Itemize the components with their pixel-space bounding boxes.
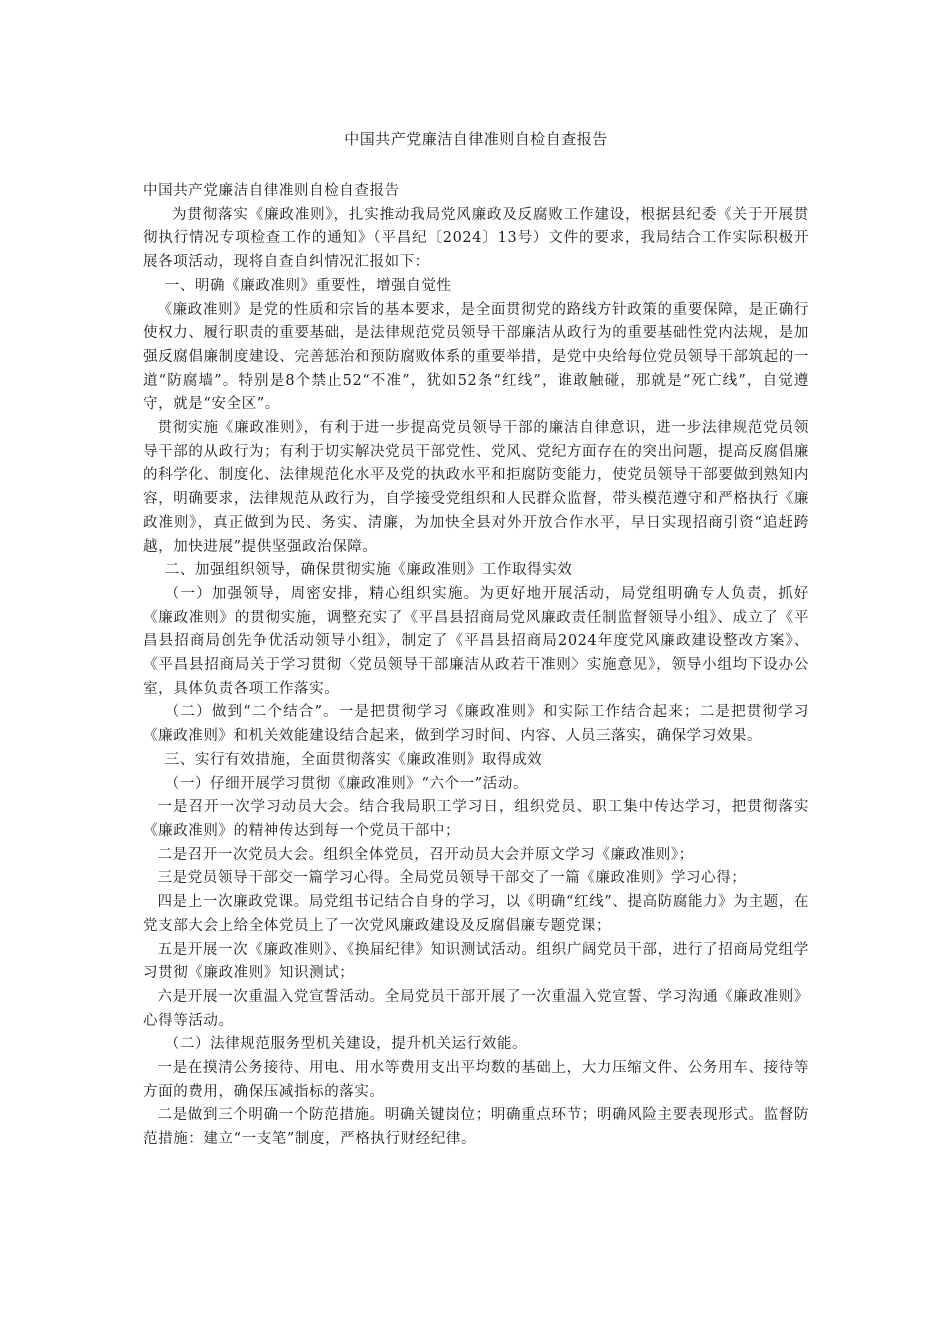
section-heading-2: 二、加强组织领导，确保贯彻实施《廉政准则》工作取得实效: [164, 562, 573, 579]
document-title: 中国共产党廉洁自律准则自检自查报告: [344, 130, 608, 148]
paragraph: （二）做到“二个结合”。一是把贯彻学习《廉政准则》和实际工作结合起来；二是把贯彻学习《廉政准则》和机关效能建设结合起来，做到学习时间、内容、人员三落实，确保学习效果。: [143, 704, 809, 745]
list-item: 一是在摸清公务接待、用电、用水等费用支出平均数的基础上，大力压缩文件、公务用车、接待等方面的费用，确保压减指标的落实。: [143, 1060, 809, 1100]
subsection-heading: （一）仔细开展学习贯彻《廉政准则》“六个一”活动。: [164, 775, 529, 792]
list-item: 一是召开一次学习动员大会。结合我局职工学习日，组织党员、职工集中传达学习，把贯彻落实《廉政准则》的精神传达到每一个党员干部中；: [143, 799, 809, 839]
paragraph-intro: 为贯彻落实《廉政准则》，扎实推动我局党风廉政及反腐败工作建设，根据县纪委《关于开展贯彻执行情况专项检查工作的通知》（平昌纪〔2024〕13号）文件的要求，我局结合工作实际积极开展各项活动，现将自查自纠情况汇报如下：: [143, 206, 809, 271]
list-item: 二是做到三个明确一个防范措施。明确关键岗位；明确重点环节；明确风险主要表现形式。监督防范措施：建立“一支笔”制度，严格执行财经纪律。: [143, 1107, 809, 1148]
list-item: 六是开展一次重温入党宣誓活动。全局党员干部开展了一次重温入党宣誓、学习沟通《廉政准则》心得等活动。: [143, 988, 809, 1029]
list-item: 二是召开一次党员大会。组织全体党员，召开动员大会并原文学习《廉政准则》；: [157, 846, 694, 863]
document-page: [143, 128, 809, 1152]
subsection-heading: （二）法律规范服务型机关建设，提升机关运行效能。: [164, 1036, 528, 1053]
list-item: 四是上一次廉政党课。局党组书记结合自身的学习，以《明确“红线”、提高防腐能力》为主题，在党支部大会上给全体党员上了一次党风廉政建设及反腐倡廉专题党课；: [143, 894, 809, 934]
paragraph: 《廉政准则》是党的性质和宗旨的基本要求，是全面贯彻党的路线方针政策的重要保障，是正确行使权力、履行职责的重要基础，是法律规范党员领导干部廉洁从政行为的重要基础性党内法规，是加强反腐倡廉制度建设、完善惩治和预防腐败体系的重要举措，是党中央给每位党员领导干部筑起的一道“防腐墙”。特别是8个禁止52“不准”，犹如52条“红线”，谁敢触碰，那就是“死亡线”，自觉遵守，就是“安全区”。: [143, 301, 809, 413]
list-item: 三是党员领导干部交一篇学习心得。全局党员领导干部交了一篇《廉政准则》学习心得；: [157, 870, 747, 887]
paragraph: （一）加强领导，周密安排，精心组织实施。为更好地开展活动，局党组明确专人负责，抓好《廉政准则》的贯彻实施，调整充实了《平昌县招商局党风廉政责任制监督领导小组》、成立了《平昌县招商局创先争优活动领导小组》，制定了《平昌县招商局2024年度党风廉政建设整改方案》、《平昌县招商局关于学习贯彻〈党员领导干部廉洁从政若干准则〉实施意见》，领导小组均下设办公室，具体负责各项工作落实。: [143, 585, 809, 697]
paragraph: 贯彻实施《廉政准则》，有利于进一步提高党员领导干部的廉洁自律意识，进一步法律规范党员领导干部的从政行为；有利于切实解决党员干部党性、党风、党纪方面存在的突出问题，提高反腐倡廉的科学化、制度化、法律规范化水平及党的执政水平和拒腐防变能力，使党员领导干部要做到熟知内容，明确要求，法律规范从政行为，自学接受党组织和人民群众监督，带头模范遵守和严格执行《廉政准则》，真正做到为民、务实、清廉，为加快全县对外开放合作水平，早日实现招商引资“追赶跨越，加快进展”提供坚强政治保障。: [143, 420, 809, 555]
section-heading-1: 一、明确《廉政准则》重要性，增强自觉性: [164, 277, 452, 294]
list-item: 五是开展一次《廉政准则》、《换届纪律》知识测试活动。组织广阔党员干部，进行了招商局党组学习贯彻《廉政准则》知识测试；: [143, 941, 809, 982]
paragraph-heading: 中国共产党廉洁自律准则自检自查报告: [143, 183, 400, 199]
section-heading-3: 三、实行有效措施，全面贯彻落实《廉政准则》取得成效: [164, 751, 543, 768]
